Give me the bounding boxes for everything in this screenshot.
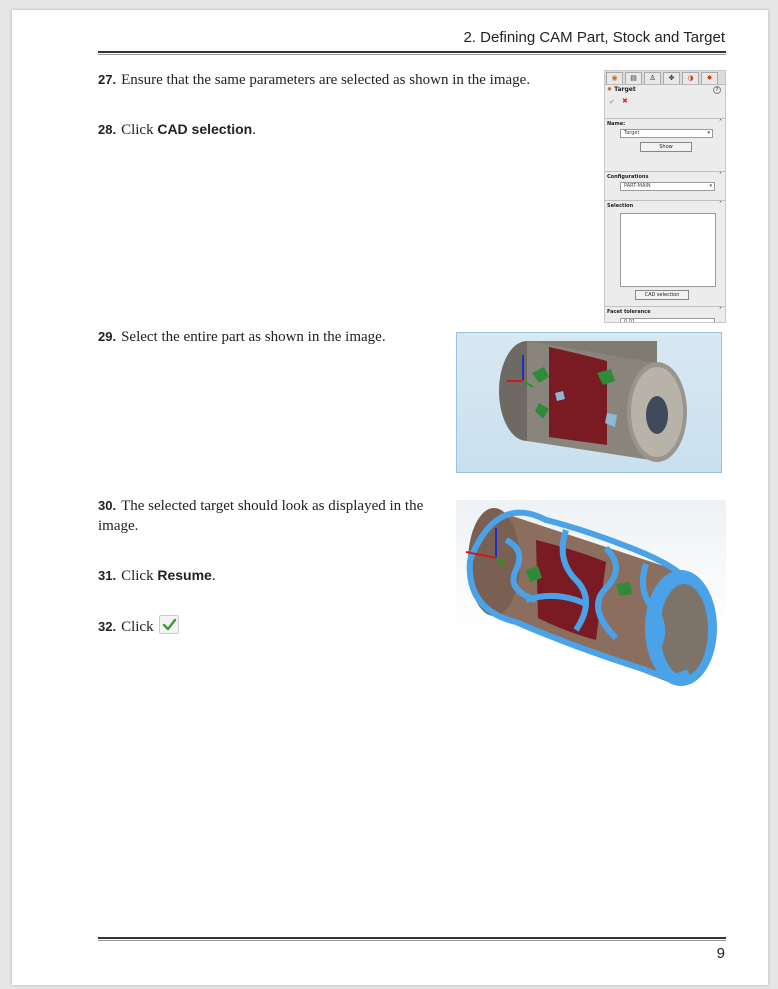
chevron-up-icon[interactable]: ˄	[719, 201, 722, 208]
step-bold: Resume	[157, 567, 212, 583]
cad-selection-button[interactable]: CAD selection	[635, 290, 689, 300]
chevron-up-icon[interactable]: ˄	[719, 307, 722, 314]
part-selection-image	[456, 332, 722, 473]
cancel-x-icon[interactable]: ✖	[622, 97, 628, 105]
help-icon[interactable]: ?	[713, 86, 721, 94]
facet-tolerance-label: Facet tolerance	[607, 309, 651, 315]
ok-check-icon[interactable]: ✔	[609, 98, 615, 106]
configurations-label: Configurations	[607, 174, 649, 180]
tab-display[interactable]: ◑	[682, 72, 699, 84]
step-text-pre: Click	[121, 568, 158, 584]
step-30	[98, 496, 458, 536]
step-number: 27.	[98, 72, 117, 87]
configurations-section	[605, 171, 725, 202]
step-31	[98, 565, 216, 586]
step-32	[98, 615, 179, 637]
step-text: Select the entire part as shown in the image.	[121, 329, 386, 345]
selection-label: Selection	[607, 203, 634, 209]
step-text: The selected target should look as displayed in the image.	[98, 498, 424, 534]
step-text-pre: Click	[121, 619, 158, 635]
step-text-post: .	[252, 122, 256, 138]
page-number: 9	[716, 945, 725, 962]
header-rule-thin	[98, 54, 726, 55]
configuration-dropdown[interactable]: PART-MAIN ▾	[620, 182, 715, 191]
step-number: 28.	[98, 122, 117, 137]
tab-dimxpert[interactable]: ✥	[663, 72, 680, 84]
step-text: Ensure that the same parameters are selected as shown in the image.	[121, 72, 531, 88]
name-dropdown[interactable]: Target ▾	[620, 129, 713, 138]
step-27	[98, 70, 578, 90]
name-section	[605, 118, 725, 159]
step-number: 30.	[98, 498, 117, 513]
chevron-down-icon: ▾	[707, 130, 710, 136]
step-number: 31.	[98, 568, 117, 583]
tab-property-manager[interactable]: ▤	[625, 72, 642, 84]
target-render	[456, 500, 726, 690]
step-number: 29.	[98, 329, 117, 344]
target-property-panel	[604, 70, 726, 323]
tab-configuration[interactable]: ♙	[644, 72, 661, 84]
facet-tolerance-input[interactable]: 0.01	[620, 318, 715, 323]
show-button[interactable]: Show	[640, 142, 692, 152]
step-number: 32.	[98, 619, 117, 634]
step-bold: CAD selection	[157, 121, 253, 137]
step-text-post: .	[211, 568, 216, 584]
step-text-pre: Click	[121, 122, 158, 138]
page-header-title: 2. Defining CAM Part, Stock and Target	[463, 29, 725, 46]
part-render	[457, 333, 721, 472]
footer-rule-thin	[98, 940, 726, 941]
chevron-up-icon[interactable]: ˄	[719, 172, 722, 179]
panel-title: ✸ Target	[607, 86, 636, 93]
ok-check-icon	[159, 615, 179, 634]
footer-rule	[98, 937, 726, 939]
tab-cam[interactable]: ✸	[701, 72, 718, 84]
selection-listbox[interactable]	[620, 213, 716, 287]
step-29	[98, 327, 386, 347]
chevron-up-icon[interactable]: ˄	[719, 119, 722, 126]
chevron-down-icon: ▾	[709, 183, 712, 189]
header-rule	[98, 51, 726, 53]
facet-tolerance-section	[605, 306, 725, 323]
name-label: Name:	[607, 121, 626, 127]
selected-target-image	[456, 500, 726, 690]
target-icon: ✸	[607, 86, 613, 93]
panel-tabs	[605, 71, 725, 85]
document-page	[12, 10, 768, 985]
step-28	[98, 119, 256, 140]
tab-feature-manager[interactable]: ◉	[606, 72, 623, 84]
